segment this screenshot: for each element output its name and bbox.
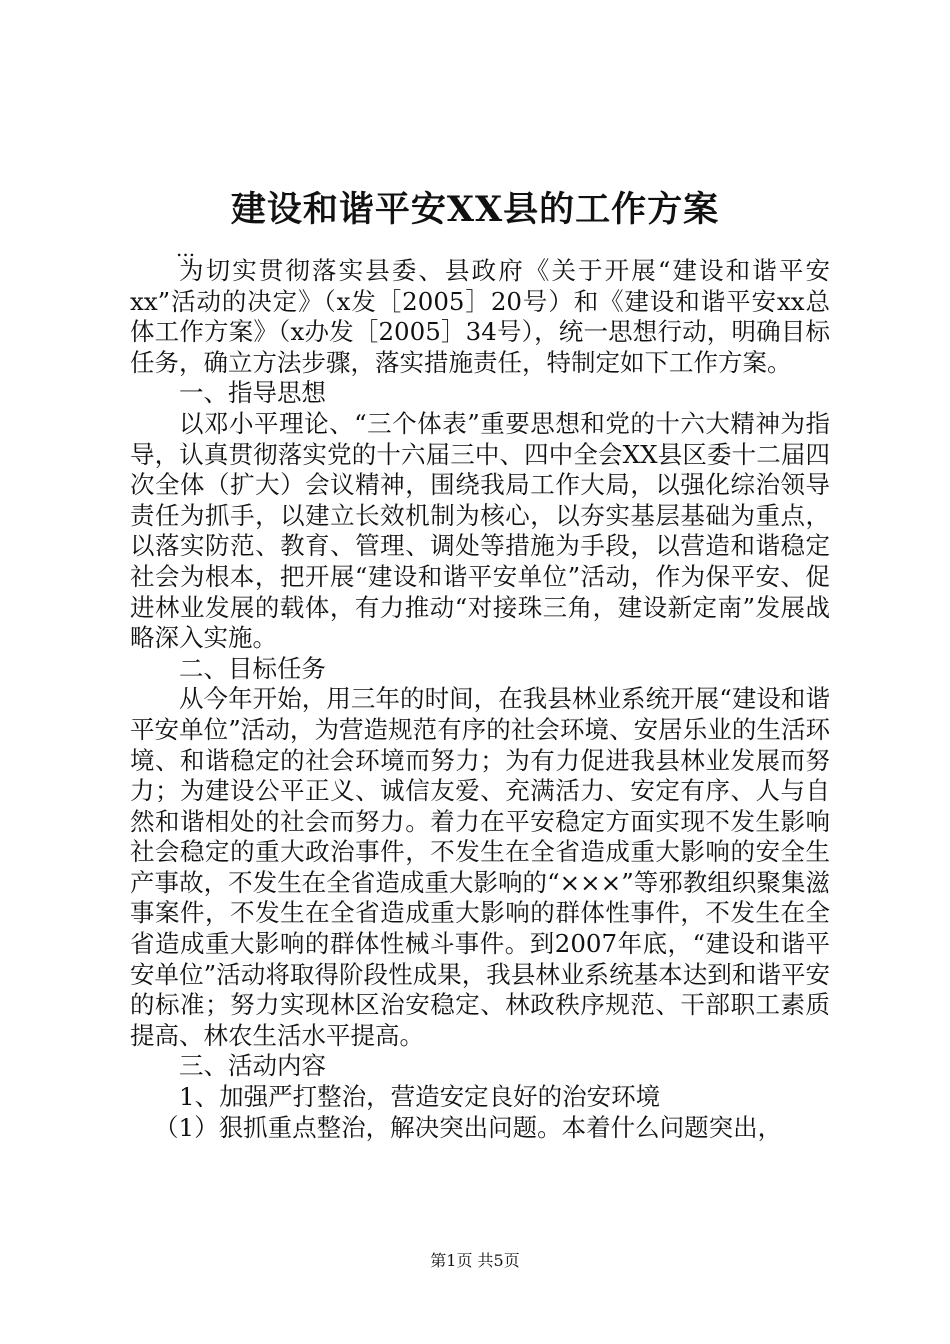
document-title: 建设和谐平安XX县的工作方案: [230, 189, 720, 230]
guiding-ideology-paragraph: 以邓小平理论、“三个体表”重要思想和党的十六大精神为指导，认真贯彻落实党的十六届三中、四中全会XX县区委十二届四次全体（扩大）会议精神，围绕我局工作大局，以强化综治领导责任为抓手，以建立长效机制为核心，以夯实基层基础为重点，以落实防范、教育、管理、调处等措施为手段，以营造和谐稳定社会为根本，把开展“建设和谐平安单位”活动，作为保平安、促进林业发展的载体，有力推动“对接珠三角，建设新定南”发展战略深入实施。: [130, 408, 830, 653]
ellipsis: ...: [176, 237, 196, 261]
intro-paragraph: 为切实贯彻落实县委、县政府《关于开展“建设和谐平安xx”活动的决定》（x发［2005］20号）和《建设和谐平安xx总体工作方案》（x办发［2005］34号），统一思想行动，明确目标任务，确立方法步骤，落实措施责任，特制定如下工作方案。: [130, 256, 830, 377]
document-body: [130, 237, 830, 1143]
section-heading-guiding-ideology: 一、指导思想: [179, 378, 326, 408]
page-footer: 第1页 共5页: [430, 1251, 520, 1270]
section-heading-goals: 二、目标任务: [179, 653, 326, 683]
section-heading-activities: 三、活动内容: [179, 1051, 326, 1081]
goals-paragraph: 从今年开始，用三年的时间，在我县林业系统开展“建设和谐平安单位”活动，为营造规范有序的社会环境、安居乐业的生活环境、和谐稳定的社会环境而努力；为有力促进我县林业发展而努力；为建设公平正义、诚信友爱、充满活力、安定有序、人与自然和谐相处的社会而努力。着力在平安稳定方面实现不发生影响社会稳定的重大政治事件，不发生在全省造成重大影响的安全生产事故，不发生在全省造成重大影响的“×××”等邪教组织聚集滋事案件，不发生在全省造成重大影响的群体性事件，不发生在全省造成重大影响的群体性械斗事件。到2007年底，“建设和谐平安单位”活动将取得阶段性成果，我县林业系统基本达到和谐平安的标准；努力实现林区治安稳定、林政秩序规范、干部职工素质提高、林农生活水平提高。: [130, 684, 830, 1050]
activity-item-1: （1）狠抓重点整治，解决突出问题。本着什么问题突出，: [154, 1112, 783, 1142]
subsection-heading-crackdown: 1、加强严打整治，营造安定良好的治安环境: [179, 1082, 661, 1112]
